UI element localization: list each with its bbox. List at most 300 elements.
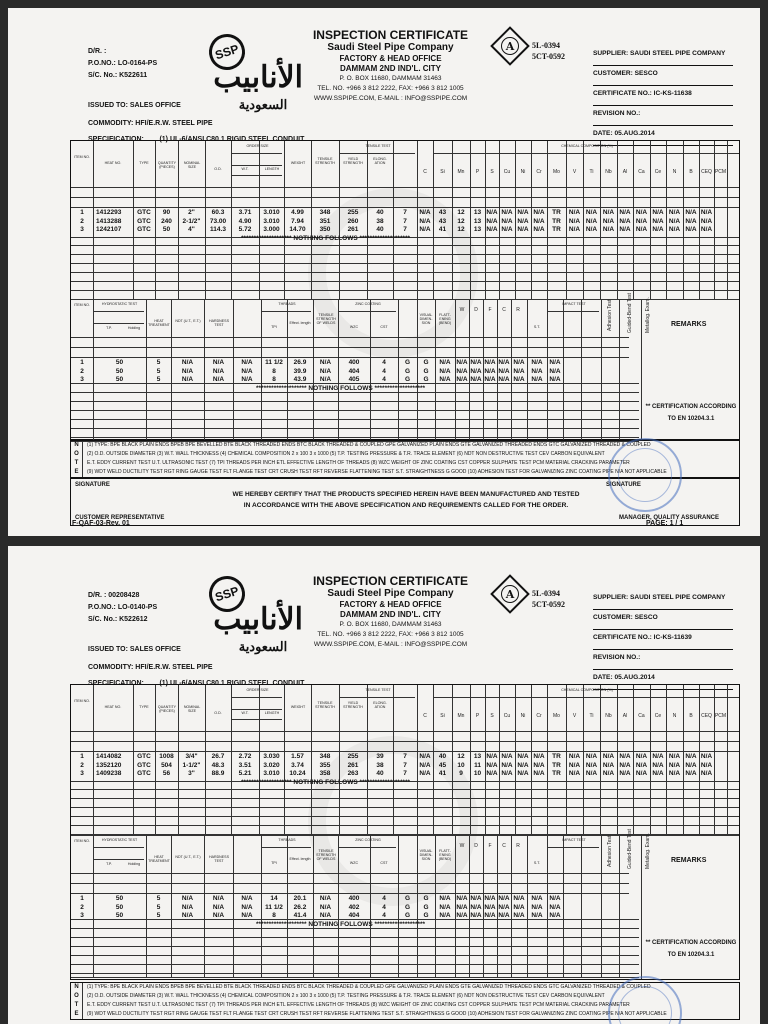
customer: CUSTOMER: SESCO xyxy=(593,66,733,86)
table-cell: N/A xyxy=(501,217,513,225)
grid-line xyxy=(71,883,629,884)
col-header: WZC xyxy=(349,861,359,865)
grid-line xyxy=(71,347,629,348)
grid-line xyxy=(133,685,134,835)
table-cell: 1414082 xyxy=(96,753,122,760)
table-cell: N/A xyxy=(635,217,648,225)
api-license-5ct: 5CT-0592 xyxy=(532,600,566,609)
element-header: B xyxy=(689,169,693,175)
grid-line xyxy=(231,165,282,166)
table-cell: 26.2 xyxy=(293,903,307,911)
col-header: Metallog. Exam. xyxy=(645,833,651,869)
table-cell: N/A xyxy=(668,770,681,778)
table-cell: 240 xyxy=(161,217,172,225)
ssp-logo-mark: SSP xyxy=(204,29,249,74)
col-header: WEIGHT xyxy=(290,161,306,165)
table-cell: N/A xyxy=(517,770,529,778)
table-cell: G xyxy=(404,912,411,920)
table-cell: N/A xyxy=(513,367,525,375)
issued-to: ISSUED TO: SALES OFFICE xyxy=(88,102,181,109)
grid-line xyxy=(259,685,260,835)
table-cell: N/A xyxy=(419,770,431,778)
element-header: Cu xyxy=(503,713,511,719)
table-cell: N/A xyxy=(602,761,615,769)
table-cell: N/A xyxy=(484,912,496,920)
table-cell: N/A xyxy=(652,770,664,778)
table-cell: N/A xyxy=(513,912,525,920)
grid-line xyxy=(666,685,667,835)
col-header: R xyxy=(516,307,520,313)
col-header: CST xyxy=(380,325,388,329)
certificate-info xyxy=(593,46,733,146)
table-cell: 1409238 xyxy=(96,770,122,778)
issued-to: ISSUED TO: SALES OFFICE xyxy=(88,646,181,653)
table-cell: N/A xyxy=(668,226,681,234)
table-cell: N/A xyxy=(568,761,581,769)
table-cell: N/A xyxy=(484,367,496,375)
table-cell: 351 xyxy=(319,217,331,225)
table-cell: 48.3 xyxy=(211,761,225,769)
grid-line xyxy=(583,685,584,835)
certification-note-line-1: ** CERTIFICATION ACCORDING xyxy=(645,940,737,946)
table-cell: GTC xyxy=(137,209,151,216)
table-cell: 1.57 xyxy=(291,753,304,760)
table-cell: N/A xyxy=(439,367,451,375)
grid-line xyxy=(727,685,728,835)
table-cell: G xyxy=(404,359,411,366)
form-number: F-QAF-03-Rev. 01 xyxy=(72,520,130,527)
table-cell: N/A xyxy=(498,376,510,384)
table-cell: 41.4 xyxy=(293,912,307,920)
table-cell: N/A xyxy=(181,367,194,375)
col-header: S.T. xyxy=(533,325,541,329)
table-cell: 39.9 xyxy=(293,367,307,375)
table-cell: 255 xyxy=(347,209,359,216)
table-cell: N/A xyxy=(456,912,468,920)
grid-line xyxy=(641,835,642,979)
col-header: QUANTITY (PIECES) xyxy=(157,705,177,713)
dr-number: D/R. : xyxy=(88,48,107,55)
grid-line xyxy=(71,357,629,358)
table-cell: N/A xyxy=(685,753,697,760)
grid-line xyxy=(531,685,532,835)
table-cell: 50 xyxy=(115,367,124,375)
table-cell: 41 xyxy=(438,226,447,234)
table-cell: 14.70 xyxy=(289,226,306,234)
sc-number: S/C. No.: K522611 xyxy=(88,72,148,79)
col-header: ORDER SIZE xyxy=(246,688,269,692)
table-cell: 3.51 xyxy=(238,761,252,769)
api-license xyxy=(532,40,565,62)
table-cell: N/A xyxy=(498,359,510,366)
legend-text: E.T. EDDY CURRENT TEST U.T. ULTRASONIC TEST (7) TPI THREADS PER INCH ETL EFFECTIVE LENGTH OF THREADS (8) WZC WEIGHT OF ZINC COATING CST COPPER SULPHATE TEST PCM MATERIAL CRACKING PARAMETER xyxy=(87,1002,630,1008)
api-license-5l: 5L-0394 xyxy=(532,41,560,50)
table-cell: N/A xyxy=(568,753,581,760)
table-cell: N/A xyxy=(470,903,482,911)
table-cell: 261 xyxy=(347,226,359,234)
table-cell: 10 xyxy=(457,761,465,769)
grid-line xyxy=(433,153,739,154)
col-header: TENSILE STRENGTH xyxy=(315,157,335,165)
grid-line xyxy=(71,290,739,291)
grid-line xyxy=(71,197,739,198)
table-cell: N/A xyxy=(439,912,451,920)
table-cell: N/A xyxy=(517,217,529,225)
grid-line xyxy=(231,709,282,710)
col-header: YIELD STRENGTH xyxy=(343,157,363,165)
table-cell: N/A xyxy=(619,209,631,216)
table-cell: 5 xyxy=(156,895,161,902)
company-tel: TEL. NO. +966 3 812 2222, FAX: +966 3 812 1005 xyxy=(317,85,464,92)
grid-line xyxy=(71,187,739,188)
table-cell: 11 1/2 xyxy=(265,359,283,366)
element-header: Ce xyxy=(654,169,662,175)
table-cell: 348 xyxy=(319,753,331,760)
table-cell: 1412293 xyxy=(96,209,122,216)
table-cell: 114.3 xyxy=(210,226,226,234)
table-cell: N/A xyxy=(501,753,513,760)
table-cell: G xyxy=(423,359,429,366)
table-cell: 1 xyxy=(80,209,84,216)
table-cell: N/A xyxy=(685,226,697,234)
table-cell: 263 xyxy=(347,770,359,778)
table-cell: N/A xyxy=(533,761,545,769)
col-header: HYDROSTATIC TEST xyxy=(101,302,138,306)
element-header: Cu xyxy=(503,169,511,175)
table-cell: N/A xyxy=(484,376,496,384)
col-header: HEAT TREATMENT xyxy=(148,855,170,863)
col-header: D xyxy=(474,307,478,313)
element-header: N xyxy=(672,713,677,719)
col-header: ZINC COATING xyxy=(355,838,381,842)
grid-line xyxy=(71,263,739,264)
company-pobox: P. O. BOX 11680, DAMMAM 31463 xyxy=(339,75,442,82)
table-cell: 45 xyxy=(438,761,447,769)
table-cell: N/A xyxy=(484,903,496,911)
table-cell: 7 xyxy=(403,209,407,216)
table-cell: N/A xyxy=(533,226,545,234)
table-cell: N/A xyxy=(585,217,598,225)
legend-key: N xyxy=(71,441,83,450)
table-cell: 404 xyxy=(348,367,360,375)
table-cell: N/A xyxy=(456,359,468,366)
grid-line xyxy=(93,859,144,860)
table-cell: N/A xyxy=(685,209,697,216)
signature-label: SIGNATURE xyxy=(75,482,110,488)
revision-number: REVISION NO.: xyxy=(593,106,733,126)
table-cell: N/A xyxy=(513,376,525,384)
results-table xyxy=(70,684,740,980)
col-header: TENSILE STRENGTH OF WELDS xyxy=(316,849,336,861)
dr-number: D/R. : 00208428 xyxy=(88,592,140,599)
col-header: D xyxy=(474,843,478,849)
table-cell: 38 xyxy=(376,217,384,225)
table-cell: N/A xyxy=(486,753,498,760)
col-header: ELONG. ATION xyxy=(373,157,387,165)
table-cell: N/A xyxy=(513,903,525,911)
table-cell: 4" xyxy=(188,226,195,234)
table-cell: N/A xyxy=(602,770,615,778)
company-web: WWW.SSPIPE.COM, E-MAIL : INFO@SSPIPE.COM xyxy=(313,641,468,648)
table-cell: N/A xyxy=(549,359,561,366)
company-city: DAMMAM 2ND IND'L. CITY xyxy=(339,610,441,619)
certificate-sheet-2 xyxy=(8,546,760,1024)
col-header: HEAT NO. xyxy=(104,705,122,709)
table-cell: N/A xyxy=(501,770,513,778)
table-cell: N/A xyxy=(635,226,648,234)
certification-note-line-2: TO EN 10204.3.1 xyxy=(667,416,715,422)
grid-line xyxy=(231,175,282,176)
table-cell: N/A xyxy=(484,895,496,902)
table-cell: N/A xyxy=(585,209,598,216)
table-cell: N/A xyxy=(635,753,648,760)
ssp-logo xyxy=(203,572,308,662)
grid-line xyxy=(71,816,739,817)
table-cell: N/A xyxy=(319,903,332,911)
legend-key: T xyxy=(71,459,83,468)
grid-line xyxy=(71,937,639,938)
ssp-logo-mark: SSP xyxy=(204,571,249,616)
table-cell: 7 xyxy=(403,770,407,778)
table-cell: N/A xyxy=(700,226,713,234)
col-header: Metallog. Exam. xyxy=(645,297,651,333)
table-cell: N/A xyxy=(533,217,545,225)
col-header: W xyxy=(459,843,465,849)
grid-line xyxy=(71,419,639,420)
col-header: W.T. xyxy=(241,711,249,715)
table-cell: N/A xyxy=(685,761,697,769)
table-cell: 60.3 xyxy=(211,209,225,216)
table-cell: 20.1 xyxy=(293,895,307,902)
table-cell: 358 xyxy=(319,770,331,778)
table-cell: 504 xyxy=(161,761,172,769)
grid-line xyxy=(393,685,394,835)
table-cell: 5 xyxy=(156,912,161,920)
table-cell: N/A xyxy=(652,753,664,760)
element-header: Ca xyxy=(638,713,645,719)
table-cell: N/A xyxy=(533,209,545,216)
certificate-info xyxy=(593,590,733,690)
table-cell: G xyxy=(423,367,429,375)
table-cell: 348 xyxy=(319,209,331,216)
table-cell: 350 xyxy=(319,226,331,234)
table-cell: 3 xyxy=(80,770,84,778)
table-cell: TR xyxy=(552,217,561,225)
table-cell: 90 xyxy=(162,209,171,216)
col-header: Holding xyxy=(127,326,141,330)
table-cell: 3.010 xyxy=(263,209,280,216)
grid-line xyxy=(71,437,639,438)
table-cell: 4 xyxy=(382,912,386,920)
grid-line xyxy=(417,685,418,835)
table-cell: N/A xyxy=(652,209,664,216)
table-cell: N/A xyxy=(531,367,543,375)
table-cell: 2 xyxy=(80,761,84,769)
table-cell: 10 xyxy=(473,770,482,778)
table-cell: N/A xyxy=(456,367,468,375)
grid-line xyxy=(71,337,629,338)
grid-line xyxy=(71,281,739,282)
grid-line xyxy=(515,685,516,835)
table-cell: N/A xyxy=(470,359,482,366)
grid-line xyxy=(714,685,715,835)
element-header: Mo xyxy=(553,713,560,719)
table-cell: 1 xyxy=(80,895,84,902)
grid-line xyxy=(71,928,639,929)
table-cell: N/A xyxy=(619,761,631,769)
legend-text: E.T. EDDY CURRENT TEST U.T. ULTRASONIC TEST (7) TPI THREADS PER INCH ETL EFFECTIVE LENGTH OF THREADS (8) WZC WEIGHT OF ZINC COATING CST COPPER SULPHATE TEST PCM MATERIAL CRACKING PARAMETER xyxy=(87,460,630,466)
grid-line xyxy=(338,311,396,312)
grid-line xyxy=(339,685,340,835)
table-cell: N/A xyxy=(635,761,648,769)
element-header: P xyxy=(475,169,480,175)
col-header: THREADS xyxy=(278,302,296,306)
table-cell: N/A xyxy=(486,209,498,216)
col-header: T.P. xyxy=(106,862,112,866)
col-header: VISUAL DIMEN-SION xyxy=(419,313,433,325)
grid-line xyxy=(71,893,629,894)
spec-label: SPECIFICATION: xyxy=(88,136,144,143)
grid-line xyxy=(338,847,396,848)
table-cell: TR xyxy=(552,209,561,216)
company-pobox: P. O. BOX 11680, DAMMAM 31463 xyxy=(339,621,442,628)
grid-line xyxy=(71,207,739,208)
table-cell: N/A xyxy=(549,903,561,911)
declaration-line-1: WE HEREBY CERTIFY THAT THE PRODUCTS SPECIFIED HEREIN HAVE BEEN MANUFACTURED AND TESTED xyxy=(232,491,580,498)
col-header: Adhesion Test xyxy=(607,299,613,331)
table-cell: N/A xyxy=(568,226,581,234)
table-cell: N/A xyxy=(619,217,631,225)
table-cell: 5 xyxy=(156,376,161,384)
table-cell: 13 xyxy=(473,209,482,216)
certificate-date: DATE: 05.AUG.2014 xyxy=(593,126,733,146)
grid-line xyxy=(547,685,548,835)
supplier: SUPPLIER: SAUDI STEEL PIPE COMPANY xyxy=(593,590,733,610)
grid-line xyxy=(71,798,739,799)
spec-value: (1) UL-6/ANSI C80.1 RIGID STEEL CONDUIT xyxy=(159,136,305,143)
grid-line xyxy=(71,731,739,732)
remarks-label: REMARKS xyxy=(671,857,707,864)
table-cell: 1352120 xyxy=(96,761,122,769)
table-cell: G xyxy=(423,903,429,911)
nothing-follows: ******************** NOTHING FOLLOWS ******************** xyxy=(241,778,411,786)
table-cell: N/A xyxy=(241,376,253,384)
table-cell: N/A xyxy=(568,209,581,216)
table-cell: 3/4" xyxy=(185,753,198,760)
table-cell: 3.010 xyxy=(263,770,280,778)
legend-key: E xyxy=(71,468,83,477)
table-cell: 8 xyxy=(272,367,276,375)
table-cell: 13 xyxy=(473,753,482,760)
table-cell: N/A xyxy=(619,753,631,760)
po-number: P.O.NO.: LO-0140-PS xyxy=(88,604,158,611)
table-cell: N/A xyxy=(486,770,498,778)
col-header: ITEM NO. xyxy=(74,303,90,307)
table-cell: N/A xyxy=(319,376,332,384)
table-cell: 3 xyxy=(80,912,84,920)
table-cell: N/A xyxy=(685,217,697,225)
table-cell: N/A xyxy=(212,912,225,920)
table-cell: N/A xyxy=(486,217,498,225)
table-cell: 12 xyxy=(457,217,465,225)
table-cell: N/A xyxy=(517,226,529,234)
col-header: TYPE xyxy=(139,161,149,165)
element-header: Ce xyxy=(654,713,662,719)
table-cell: N/A xyxy=(181,359,194,366)
table-cell: 2.72 xyxy=(238,753,252,760)
col-header: LENGTH xyxy=(264,711,280,715)
col-header: WZC xyxy=(349,325,359,329)
table-cell: N/A xyxy=(549,912,561,920)
grid-line xyxy=(499,685,500,835)
col-header: F xyxy=(488,307,492,313)
table-cell: 12 xyxy=(457,226,465,234)
grid-line xyxy=(71,973,639,974)
grid-line xyxy=(205,685,206,835)
table-cell: N/A xyxy=(517,753,529,760)
table-cell: N/A xyxy=(700,209,713,216)
certificate-sheet-1 xyxy=(8,8,760,536)
table-cell: 1-1/2" xyxy=(182,761,201,769)
grid-line xyxy=(178,685,179,835)
table-cell: 1413288 xyxy=(96,217,122,225)
declaration-line-2: IN ACCORDANCE WITH THE ABOVE SPECIFICATION AND REQUIREMENTS CALLED FOR THE ORDER. xyxy=(243,502,569,509)
grid-line xyxy=(339,153,415,154)
table-cell: N/A xyxy=(486,226,498,234)
grid-line xyxy=(231,719,282,720)
table-cell: N/A xyxy=(456,903,468,911)
grid-line xyxy=(71,873,629,874)
element-header: Si xyxy=(440,169,445,175)
element-header: Cr xyxy=(536,169,542,175)
table-cell: 40 xyxy=(376,226,384,234)
table-cell: 50 xyxy=(115,903,124,911)
table-cell: TR xyxy=(552,770,561,778)
grid-line xyxy=(231,153,282,154)
table-cell: TR xyxy=(552,226,561,234)
col-header: WEIGHT xyxy=(290,705,306,709)
table-cell: N/A xyxy=(549,895,561,902)
table-cell: N/A xyxy=(668,209,681,216)
table-cell: 402 xyxy=(348,903,360,911)
table-cell: N/A xyxy=(700,217,713,225)
table-cell: 2 xyxy=(80,217,84,225)
legend-key: T xyxy=(71,1001,83,1010)
table-cell: 40 xyxy=(376,209,384,216)
col-header: CHEMICAL COMPOSITION (%) xyxy=(561,144,613,148)
revision-number: REVISION NO.: xyxy=(593,650,733,670)
company-office: FACTORY & HEAD OFFICE xyxy=(339,54,442,63)
company-city: DAMMAM 2ND IND'L. CITY xyxy=(339,64,441,73)
table-cell: 4 xyxy=(382,367,386,375)
table-cell: N/A xyxy=(531,359,543,366)
table-cell: 7 xyxy=(403,226,407,234)
col-header: Effect. length xyxy=(289,321,311,325)
table-cell: N/A xyxy=(533,770,545,778)
table-cell: 50 xyxy=(162,226,171,234)
table-cell: N/A xyxy=(549,367,561,375)
table-cell: 4 xyxy=(382,895,386,902)
table-cell: N/A xyxy=(517,761,529,769)
grid-line xyxy=(727,141,728,299)
col-header: FLATT-ENING (BEND) xyxy=(438,313,452,325)
col-header: CHEMICAL COMPOSITION (%) xyxy=(561,688,613,692)
col-header: O.D. xyxy=(214,167,222,171)
table-cell: N/A xyxy=(568,217,581,225)
table-cell: 1 xyxy=(80,753,84,760)
col-header: TYPE xyxy=(139,705,149,709)
table-cell: 38 xyxy=(376,761,384,769)
